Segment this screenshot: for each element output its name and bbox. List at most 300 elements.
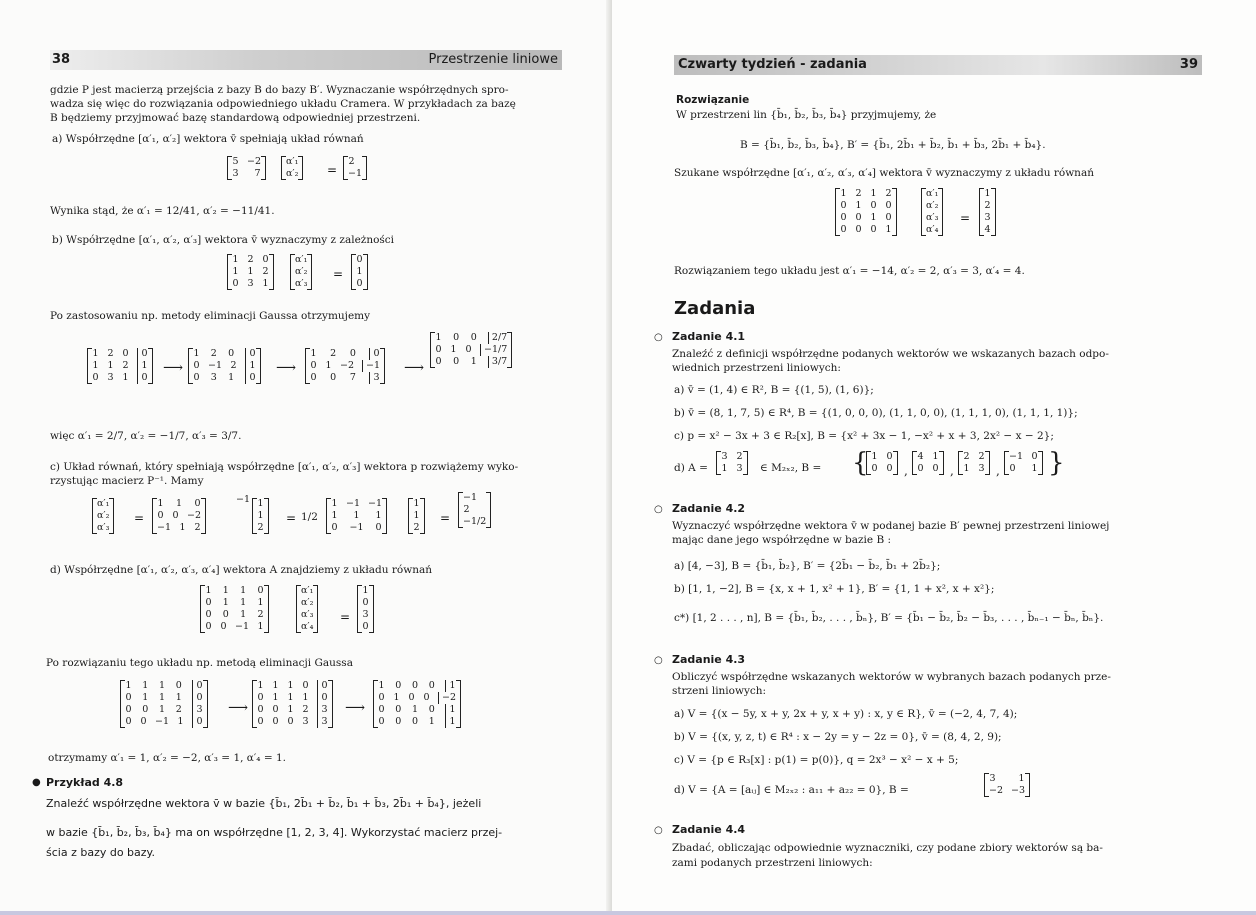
matrix-row: [362, 621, 369, 633]
matrix-entry: 3: [984, 212, 991, 223]
rhs-vector: [351, 254, 368, 290]
matrix-entry: 0: [408, 692, 415, 703]
matrix-row: [157, 498, 201, 510]
matrix-entry: 0: [317, 692, 328, 704]
matrix-row: [362, 609, 369, 621]
text-line: Wyznaczyć współrzędne wektora v̄ w podanej bazie B′ pewnej przestrzeni liniowej: [672, 520, 1110, 532]
task-title: Zadanie 4.4: [672, 823, 746, 836]
matrix-entry: 0: [232, 278, 239, 289]
matrix-entry: 0: [330, 372, 337, 383]
rhs-vector: [343, 156, 367, 180]
matrix-entry: 1: [378, 680, 385, 691]
matrix-entry: 0: [257, 704, 264, 715]
matrix-entry: 1: [885, 224, 892, 235]
matrix-entry: 1: [142, 680, 149, 691]
matrix-entry: −2: [989, 785, 1004, 796]
matrix-entry: 2: [963, 451, 970, 462]
matrix-entry: 0: [125, 716, 132, 727]
matrix-entry: 0: [172, 510, 179, 521]
matrix-row: [301, 585, 313, 597]
text-line: ∈ M₂ₓ₂, B =: [760, 462, 822, 474]
matrix-entry: 0: [855, 212, 862, 223]
text-line: a) V = {(x − 5y, x + y, 2x + y, x + y) : x, y ∈ R}, v̄ = (−2, 4, 7, 4);: [674, 708, 1018, 720]
matrix-entry: 3: [736, 463, 743, 474]
matrix-entry: 2: [210, 348, 217, 359]
matrix-entry: 2: [348, 156, 355, 167]
matrix-row: [286, 156, 298, 168]
text-line: zami podanych przestrzeni liniowych:: [672, 857, 873, 869]
matrix-row: [205, 609, 264, 621]
matrix: [716, 451, 748, 475]
matrix-entry: −1: [346, 498, 361, 509]
matrix-entry: 2: [257, 522, 264, 533]
matrix-entry: 3: [192, 704, 203, 716]
matrix-row: [92, 360, 148, 372]
matrix-entry: 2: [736, 451, 743, 462]
matrix-entry: 1: [158, 692, 166, 703]
matrix-entry: 1: [222, 597, 229, 608]
matrix-entry: 1: [257, 621, 264, 632]
matrix-entry: 0: [92, 372, 99, 383]
matrix-entry: 0: [257, 692, 264, 703]
matrix: [835, 188, 897, 236]
matrix-row: [984, 224, 991, 236]
matrix-entry: 0: [220, 621, 227, 632]
matrix-entry: 1: [240, 597, 247, 608]
matrix-entry: 2: [194, 522, 201, 533]
matrix-entry: 0: [272, 704, 279, 715]
matrix-row: [378, 692, 456, 704]
matrix-entry: 4: [917, 451, 924, 462]
matrix-entry: 0: [140, 716, 147, 727]
matrix-entry: 1: [158, 704, 166, 715]
matrix-entry: 3: [210, 372, 217, 383]
matrix-entry: 0: [245, 348, 256, 360]
vector: [252, 498, 269, 534]
matrix: [227, 254, 274, 290]
matrix-entry: −1: [157, 522, 172, 533]
matrix-entry: 3: [978, 463, 985, 474]
matrix-entry: 0: [369, 348, 380, 360]
matrix-entry: α′₁: [97, 498, 110, 509]
matrix-entry: 2: [175, 704, 182, 715]
text-line: d) A =: [674, 462, 708, 474]
basis-matrix: [958, 451, 990, 475]
matrix-entry: 1: [272, 692, 279, 703]
matrix-row: [301, 621, 313, 633]
matrix-entry: 0: [205, 621, 212, 632]
matrix-entry: −1: [348, 168, 363, 179]
matrix-entry: 0: [840, 212, 847, 223]
matrix-entry: 0: [222, 609, 229, 620]
matrix-entry: −1/7: [480, 344, 507, 356]
matrix-entry: 1: [122, 372, 129, 383]
matrix-entry: α′₁: [295, 254, 308, 265]
matrix-row: [125, 680, 203, 692]
matrix-row: [232, 156, 261, 168]
matrix-row: [257, 498, 264, 510]
matrix-row: [331, 510, 382, 522]
matrix-entry: 2: [984, 200, 991, 211]
matrix-entry: 1: [428, 716, 435, 727]
matrix-entry: −1: [1009, 451, 1024, 462]
matrix-row: [193, 372, 256, 384]
running-head: [674, 55, 1202, 75]
text-line: b) Współrzędne [α′₁, α′₂, α′₃] wektora v̄ wyznaczymy z zależności: [52, 234, 395, 246]
matrix-entry: 2: [855, 188, 862, 199]
text-line: strzeni liniowych:: [672, 685, 767, 697]
matrix-entry: 0: [411, 716, 419, 727]
unknowns-vector: [921, 188, 943, 236]
matrix-row: [1009, 451, 1038, 463]
matrix-row: [926, 212, 938, 224]
task-title: Zadanie 4.1: [672, 330, 746, 343]
matrix-entry: 0: [465, 344, 472, 355]
matrix-row: [232, 278, 269, 290]
matrix-entry: 2: [122, 360, 129, 371]
matrix-entry: 1: [932, 451, 939, 462]
matrix-entry: 0: [362, 621, 369, 632]
matrix-entry: 0: [840, 200, 847, 211]
running-head-title: Czwarty tydzień - zadania: [678, 57, 867, 72]
matrix-entry: 0: [331, 522, 338, 533]
matrix-entry: α′₂: [286, 168, 299, 179]
matrix-entry: 0: [257, 716, 264, 727]
matrix-entry: 1: [245, 360, 256, 372]
text-line: Znaleźć współrzędne wektora v̄ w bazie {b̄₁, 2b̄₁ + b̄₂, b̄₁ + b̄₃, 2b̄₁ + b̄₄}, jeżeli: [46, 797, 482, 810]
text-line: c) V = {p ∈ R₃[x] : p(1) = p(0)}, q = 2x³ − x² − x + 5;: [674, 754, 959, 766]
circle-bullet-icon: ○: [654, 825, 663, 836]
matrix-entry: 1: [287, 704, 294, 715]
matrix-entry: 0: [1009, 463, 1016, 474]
matrix-entry: α′₁: [301, 585, 314, 596]
matrix-entry: 0: [378, 704, 385, 715]
matrix-entry: 1: [177, 716, 184, 727]
matrix-row: [963, 451, 985, 463]
matrix-row: [926, 188, 938, 200]
matrix-entry: 1: [257, 510, 264, 521]
matrix-row: [840, 224, 892, 236]
text-line: W przestrzeni lin {b̄₁, b̄₂, b̄₃, b̄₄} przyjmujemy, że: [676, 109, 937, 121]
matrix-row: [232, 168, 261, 180]
matrix-row: [463, 504, 486, 516]
matrix-entry: −2: [247, 156, 262, 167]
matrix-entry: 0: [157, 510, 164, 521]
matrix-entry: 0: [870, 200, 877, 211]
matrix-row: [871, 451, 893, 463]
matrix-entry: 0: [395, 716, 402, 727]
matrix-entry: 0: [137, 372, 148, 384]
fraction-factor: 1/2: [301, 511, 318, 523]
matrix-row: [286, 168, 298, 180]
matrix-entry: 1: [310, 348, 317, 359]
matrix-entry: 1: [92, 348, 99, 359]
matrix-entry: 2: [463, 504, 470, 515]
matrix-row: [125, 692, 203, 704]
matrix-row: [310, 372, 380, 384]
matrix-entry: 0: [192, 680, 203, 692]
matrix-entry: 1: [257, 680, 264, 691]
matrix-row: [378, 704, 456, 716]
matrix-entry: 1: [205, 585, 212, 596]
matrix-entry: −2: [438, 692, 456, 704]
matrix-entry: −2: [187, 510, 202, 521]
matrix-row: [356, 278, 363, 290]
matrix-row: [157, 522, 201, 534]
basis-matrix: [866, 451, 898, 475]
matrix-entry: 1: [855, 200, 862, 211]
matrix-row: [205, 597, 264, 609]
augmented-matrix: [373, 680, 461, 728]
matrix-entry: 0: [886, 463, 893, 474]
matrix-row: [378, 680, 456, 692]
matrix-entry: 1: [257, 498, 264, 509]
left-page: 38 Przestrzenie liniowe gdzie P jest macierzą przejścia z bazy B do bazy B′. Wyznaczanie współrzędnych spro- wadza się więc do rozwiązania odpowiedniego układu Cramera. W przykładach za bazę B będziemy przyjmować bazę standardową odpowiedniej przestrzeni. a) Współrzędne [α′₁, α′₂] wektora v̄ spełniają układ równań 5 −2 3 7 α′₁ α′₂ = 2 −1 Wynika stąd, że α′₁ = 12/41, α′₂ = −11/41. b) Współrzędne [α′₁, α′₂, α′₃] wektora v̄ wyznaczymy z zależności 1 2 0 1 1 2 0 3 1 α′₁ α′₂ α′₃ = 0 1 0 Po zastosowaniu np. metody eliminacji Gaussa otrzymujemy 1 2 0 0 1 1 2 1 0 3 1 0 ⟶ 1 2 0 0 0 −1 2 1 0 3 1 0 ⟶ 1 2 0 0 0 1 −2 −1 0 0 7 3 ⟶ 1 0 0 2/7 0 1 0 −1/7 0 0 1 3/7 więc α′₁ = 2/7, α′₂ = −1/7, α′₃ = 3/7. c) Układ równań, który spełniają współrzędne [α′₁, α′₂, α′₃] wektora p rozwiążemy wyko- rzystując macierz P⁻¹. Mamy α′₁ α′₂ α′₃ = 1 1 0 0 0 −2 −1 1 2 −1 1 1 2 = 1/2 1 −1 −1 1 1 1 0 −1 0 1 1 2 = −1 2 −1/2 d) Współrzędne [α′₁, α′₂, α′₃, α′₄] wektora A znajdziemy z układu równań 1 1 1 0 0 1 1 1 0 0 1 2 0 0 −1 1 α′₁ α′₂ α′₃ α′₄ = 1 0 3 0 Po rozwiązaniu tego układu np. metodą eliminacji Gaussa 1 1 1 0 0 0 1 1 1 0 0 0 1 2 3 0 0 −1 1 0 ⟶ 1 1 1 0 0 0 1 1 1 0 0 0 1 2 3 0 0 0 3 3 ⟶ 1 0 0 0 1 0 1 0 0 −2 0 0 1 0 1 0 0 0 1 1 otrzymamy α′₁ = 1, α′₂ = −2, α′₃ = 1, α′₄ = 1. ● Przykład 4.8 Znaleźć współrzędne wektora v̄ w bazie {b̄₁, 2b̄₁ + b̄₂, b̄₁ + b̄₃, 2b̄₁ + b̄₄}, jeżeli w bazie {b̄₁, b̄₂, b̄₃, b̄₄} ma on współrzędne [1, 2, 3, 4]. Wykorzystać macierz przej- ścia z bazy do bazy.: [0, 0, 612, 915]
unknowns-vector: [92, 498, 114, 534]
matrix-entry: 0: [193, 360, 200, 371]
matrix-entry: α′₂: [926, 200, 939, 211]
augmented-matrix: [430, 332, 512, 368]
task-title: Zadanie 4.2: [672, 502, 746, 515]
text-line: Zbadać, obliczając odpowiednie wyznaczniki, czy podane zbiory wektorów są ba-: [672, 842, 1103, 854]
matrix-entry: 0: [885, 200, 892, 211]
matrix-entry: 1: [393, 692, 400, 703]
matrix-row: [257, 716, 328, 728]
basis-matrix: [1004, 451, 1043, 475]
text-line: ścia z bazy do bazy.: [46, 846, 155, 859]
matrix-entry: 1: [158, 680, 166, 691]
matrix-entry: 1: [137, 360, 148, 372]
matrix-row: [92, 372, 148, 384]
matrix-entry: 1: [331, 498, 338, 509]
matrix-entry: 1: [325, 360, 332, 371]
matrix-entry: 1: [871, 451, 878, 462]
matrix-row: [356, 254, 363, 266]
text-line: a) Współrzędne [α′₁, α′₂] wektora v̄ spełniają układ równań: [52, 133, 364, 145]
matrix-row: [348, 168, 362, 180]
matrix-entry: −1/2: [463, 516, 487, 527]
matrix-row: [257, 522, 264, 534]
running-head: [50, 50, 562, 70]
matrix-entry: 3: [721, 451, 728, 462]
bottom-edge: [0, 911, 1256, 915]
matrix-row: [348, 156, 362, 168]
matrix-entry: 0: [125, 692, 132, 703]
matrix-entry: 0: [395, 704, 402, 715]
matrix-row: [840, 188, 892, 200]
circle-bullet-icon: ○: [654, 504, 663, 515]
matrix-entry: −3: [1011, 785, 1026, 796]
matrix-row: [331, 498, 382, 510]
matrix-row: [413, 510, 420, 522]
matrix: [227, 156, 266, 180]
matrix-row: [205, 621, 264, 633]
matrix-entry: 1: [1031, 463, 1038, 474]
matrix-entry: 1: [287, 680, 294, 691]
matrix-entry: −1: [368, 498, 383, 509]
matrix-entry: 0: [302, 680, 309, 691]
matrix-entry: −1: [349, 522, 364, 533]
matrix-entry: 1: [193, 348, 200, 359]
matrix-entry: 1: [984, 188, 991, 199]
matrix-row: [97, 510, 109, 522]
matrix-row: [840, 212, 892, 224]
matrix-entry: 0: [137, 348, 148, 360]
matrix-entry: 0: [310, 372, 317, 383]
matrix-row: [232, 266, 269, 278]
matrix-entry: 0: [310, 360, 317, 371]
matrix-entry: α′₂: [295, 266, 308, 277]
matrix-row: [193, 360, 256, 372]
matrix-entry: 1: [228, 372, 235, 383]
text-line: B = {b̄₁, b̄₂, b̄₃, b̄₄}, B′ = {b̄₁, 2b̄₁ + b̄₂, b̄₁ + b̄₃, 2b̄₁ + b̄₄}.: [740, 139, 1046, 151]
matrix-entry: 2: [302, 704, 309, 715]
matrix-entry: 0: [453, 356, 460, 367]
circle-bullet-icon: ○: [654, 332, 663, 343]
matrix-entry: 1: [356, 266, 363, 277]
matrix-entry: −1: [463, 492, 478, 503]
matrix-row: [721, 463, 743, 475]
matrix-entry: 1: [963, 463, 970, 474]
text-line: gdzie P jest macierzą przejścia z bazy B do bazy B′. Wyznaczanie współrzędnych spro-: [50, 84, 509, 96]
example-title: Przykład 4.8: [46, 776, 124, 789]
matrix-row: [926, 200, 938, 212]
matrix-entry: 0: [428, 680, 435, 691]
matrix-row: [917, 451, 939, 463]
text-line: wiednich przestrzeni liniowych:: [672, 362, 841, 374]
matrix-entry: 2: [413, 522, 420, 533]
matrix-entry: 1: [240, 609, 247, 620]
matrix-entry: 7: [349, 372, 356, 383]
matrix-row: [331, 522, 382, 534]
matrix-entry: 0: [886, 451, 893, 462]
matrix-entry: 1: [222, 585, 229, 596]
matrix-row: [871, 463, 893, 475]
matrix-entry: 0: [423, 692, 430, 703]
matrix-entry: 0: [272, 716, 279, 727]
text-line: rzystując macierz P⁻¹. Mamy: [50, 475, 204, 487]
matrix-entry: 0: [375, 522, 382, 533]
matrix-entry: 3: [989, 773, 996, 784]
matrix-entry: 1: [107, 360, 114, 371]
rhs-vector: [979, 188, 996, 236]
matrix-entry: 1: [435, 332, 442, 343]
matrix-entry: 2: [257, 609, 264, 620]
matrix-entry: 0: [122, 348, 129, 359]
matrix-row: [356, 266, 363, 278]
text-line: Znaleźć z definicji współrzędne podanych wektorów we wskazanych bazach odpo-: [672, 348, 1109, 360]
matrix-entry: α′₄: [301, 621, 314, 632]
matrix-entry: 0: [193, 372, 200, 383]
augmented-matrix: [87, 348, 153, 384]
matrix-entry: 0: [435, 344, 442, 355]
matrix-entry: α′₁: [286, 156, 299, 167]
matrix: [200, 585, 269, 633]
matrix-row: [295, 266, 307, 278]
matrix-entry: α′₃: [295, 278, 308, 289]
matrix-entry: 1: [175, 692, 182, 703]
matrix-entry: α′₃: [301, 609, 314, 620]
basis-matrix: [912, 451, 944, 475]
matrix-row: [984, 212, 991, 224]
circle-bullet-icon: ○: [654, 655, 663, 666]
augmented-matrix: [188, 348, 261, 384]
page-number: 38: [52, 52, 71, 67]
matrix-entry: 3: [317, 716, 328, 728]
solution-title: Rozwiązanie: [676, 94, 750, 106]
matrix-entry: 1: [331, 510, 338, 521]
matrix-row: [362, 585, 369, 597]
matrix-entry: 1: [92, 360, 99, 371]
matrix-entry: 0: [855, 224, 862, 235]
matrix-row: [157, 510, 201, 522]
matrix-entry: 4: [984, 224, 991, 235]
matrix-row: [840, 200, 892, 212]
matrix-entry: 1: [257, 597, 264, 608]
text-line: Po rozwiązaniu tego układu np. metodą eliminacji Gaussa: [46, 657, 353, 669]
matrix-entry: 1: [272, 680, 279, 691]
matrix-row: [989, 785, 1025, 797]
matrix: [984, 773, 1030, 797]
matrix-entry: 0: [175, 680, 182, 691]
text-line: c) Układ równań, który spełniają współrzędne [α′₁, α′₂, α′₃] wektora p rozwiążemy wyko-: [50, 461, 519, 473]
text-line: d) Współrzędne [α′₁, α′₂, α′₃, α′₄] wektora A znajdziemy z układu równań: [50, 564, 432, 576]
unknowns-vector: [281, 156, 303, 180]
matrix-entry: α′₃: [926, 212, 939, 223]
text-line: a) [4, −3], B = {b̄₁, b̄₂}, B′ = {2b̄₁ − b̄₂, b̄₁ + 2b̄₂};: [674, 560, 941, 572]
matrix-row: [92, 348, 148, 360]
matrix-entry: 0: [917, 463, 924, 474]
result-line: Rozwiązaniem tego układu jest α′₁ = −14, α′₂ = 2, α′₃ = 3, α′₄ = 4.: [674, 265, 1025, 277]
matrix-row: [413, 522, 420, 534]
matrix-entry: 0: [356, 254, 363, 265]
matrix-entry: 1: [1018, 773, 1025, 784]
text-line: c) p = x² − 3x + 3 ∈ R₂[x], B = {x² + 3x − 1, −x² + x + 3, 2x² − x − 2};: [674, 430, 1054, 442]
matrix-entry: 0: [192, 716, 203, 728]
matrix-entry: 1: [175, 498, 183, 509]
text-line: Obliczyć współrzędne wskazanych wektorów w wybranych bazach podanych prze-: [672, 671, 1111, 683]
matrix-entry: 1: [232, 266, 239, 277]
matrix-row: [463, 516, 486, 528]
text-line: Po zastosowaniu np. metody eliminacji Gaussa otrzymujemy: [50, 310, 371, 322]
vector: [408, 498, 425, 534]
matrix-entry: 1: [450, 344, 457, 355]
matrix-entry: −1: [208, 360, 223, 371]
matrix-entry: 0: [470, 332, 477, 343]
matrix-row: [1009, 463, 1038, 475]
matrix-row: [295, 278, 307, 290]
matrix-row: [257, 692, 328, 704]
matrix-entry: α′₂: [301, 597, 314, 608]
matrix-row: [310, 348, 380, 360]
text-line: d) V = {A = [aᵢⱼ] ∈ M₂ₓ₂ : a₁₁ + a₂₂ = 0}, B =: [674, 784, 909, 796]
matrix-entry: 1: [125, 680, 132, 691]
matrix-entry: 7: [254, 168, 261, 179]
right-page: Czwarty tydzień - zadania 39 Rozwiązanie W przestrzeni lin {b̄₁, b̄₂, b̄₃, b̄₄} przyjmujemy, że B = {b̄₁, b̄₂, b̄₃, b̄₄}, B′ = {b̄₁, 2b̄₁ + b̄₂, b̄₁ + b̄₃, 2b̄₁ + b̄₄}. Szukane współrzędne [α′₁, α′₂, α′₃, α′₄] wektora v̄ wyznaczymy z układu równań 1 2 1 2 0 1 0 0 0 0 1 0 0 0 0 1 α′₁ α′₂ α′₃ α′₄ = 1 2 3 4 Rozwiązaniem tego układu jest α′₁ = −14, α′₂ = 2, α′₃ = 3, α′₄ = 4. Zadania ○ Zadanie 4.1 Znaleźć z definicji współrzędne podanych wektorów we wskazanych bazach odpo- wiednich przestrzeni liniowych: a) v̄ = (1, 4) ∈ R², B = {(1, 5), (1, 6)}; b) v̄ = (8, 1, 7, 5) ∈ R⁴, B = {(1, 0, 0, 0), (1, 1, 0, 0), (1, 1, 1, 0), (1, 1, 1, 1)}; c) p = x² − 3x + 3 ∈ R₂[x], B = {x² + 3x − 1, −x² + x + 3, 2x² − x − 2}; d) A = 3 2 1 3 ∈ M₂ₓ₂, B = { 1 0 0 0 , 4 1 0 0 , 2 2 1 3 , −1 0 0 1 } ○ Zadanie 4.2 Wyznaczyć współrzędne wektora v̄ w podanej bazie B′ pewnej przestrzeni liniowej mając dane jego współrzędne w bazie B : a) [4, −3], B = {b̄₁, b̄₂}, B′ = {2b̄₁ − b̄₂, b̄₁ + 2b̄₂}; b) [1, 1, −2], B = {x, x + 1, x² + 1}, B′ = {1, 1 + x², x + x²}; c*) [1, 2 . . . , n], B = {b̄₁, b̄₂, . . . , b̄ₙ}, B′ = {b̄₁ − b̄₂, b̄₂ − b̄₃, . . . , b̄ₙ₋₁ − b̄ₙ, b̄ₙ}. ○ Zadanie 4.3 Obliczyć współrzędne wskazanych wektorów w wybranych bazach podanych prze- strzeni liniowych: a) V = {(x − 5y, x + y, 2x + y, x + y) : x, y ∈ R}, v̄ = (−2, 4, 7, 4); b) V = {(x, y, z, t) ∈ R⁴ : x − 2y = y − 2z = 0}, v̄ = (8, 4, 2, 9); c) V = {p ∈ R₃[x] : p(1) = p(0)}, q = 2x³ − x² − x + 5; d) V = {A = [aᵢⱼ] ∈ M₂ₓ₂ : a₁₁ + a₂₂ = 0}, B = 3 1 −2 −3 ○ Zadanie 4.4 Zbadać, obliczając odpowiednie wyznaczniki, czy podane zbiory wektorów są ba- zami podanych przestrzeni liniowych:: [612, 0, 1256, 915]
matrix-entry: 0: [125, 704, 132, 715]
matrix-entry: 3: [107, 372, 114, 383]
matrix-entry: 2/7: [488, 332, 507, 344]
matrix-entry: 0: [870, 224, 877, 235]
matrix-entry: 2: [247, 254, 254, 265]
matrix: [152, 498, 206, 534]
matrix-row: [435, 332, 507, 344]
matrix-entry: −1: [235, 621, 250, 632]
matrix-entry: 0: [257, 585, 264, 596]
matrix-entry: 0: [142, 704, 149, 715]
task-title: Zadanie 4.3: [672, 653, 746, 666]
matrix-entry: −1: [155, 716, 170, 727]
